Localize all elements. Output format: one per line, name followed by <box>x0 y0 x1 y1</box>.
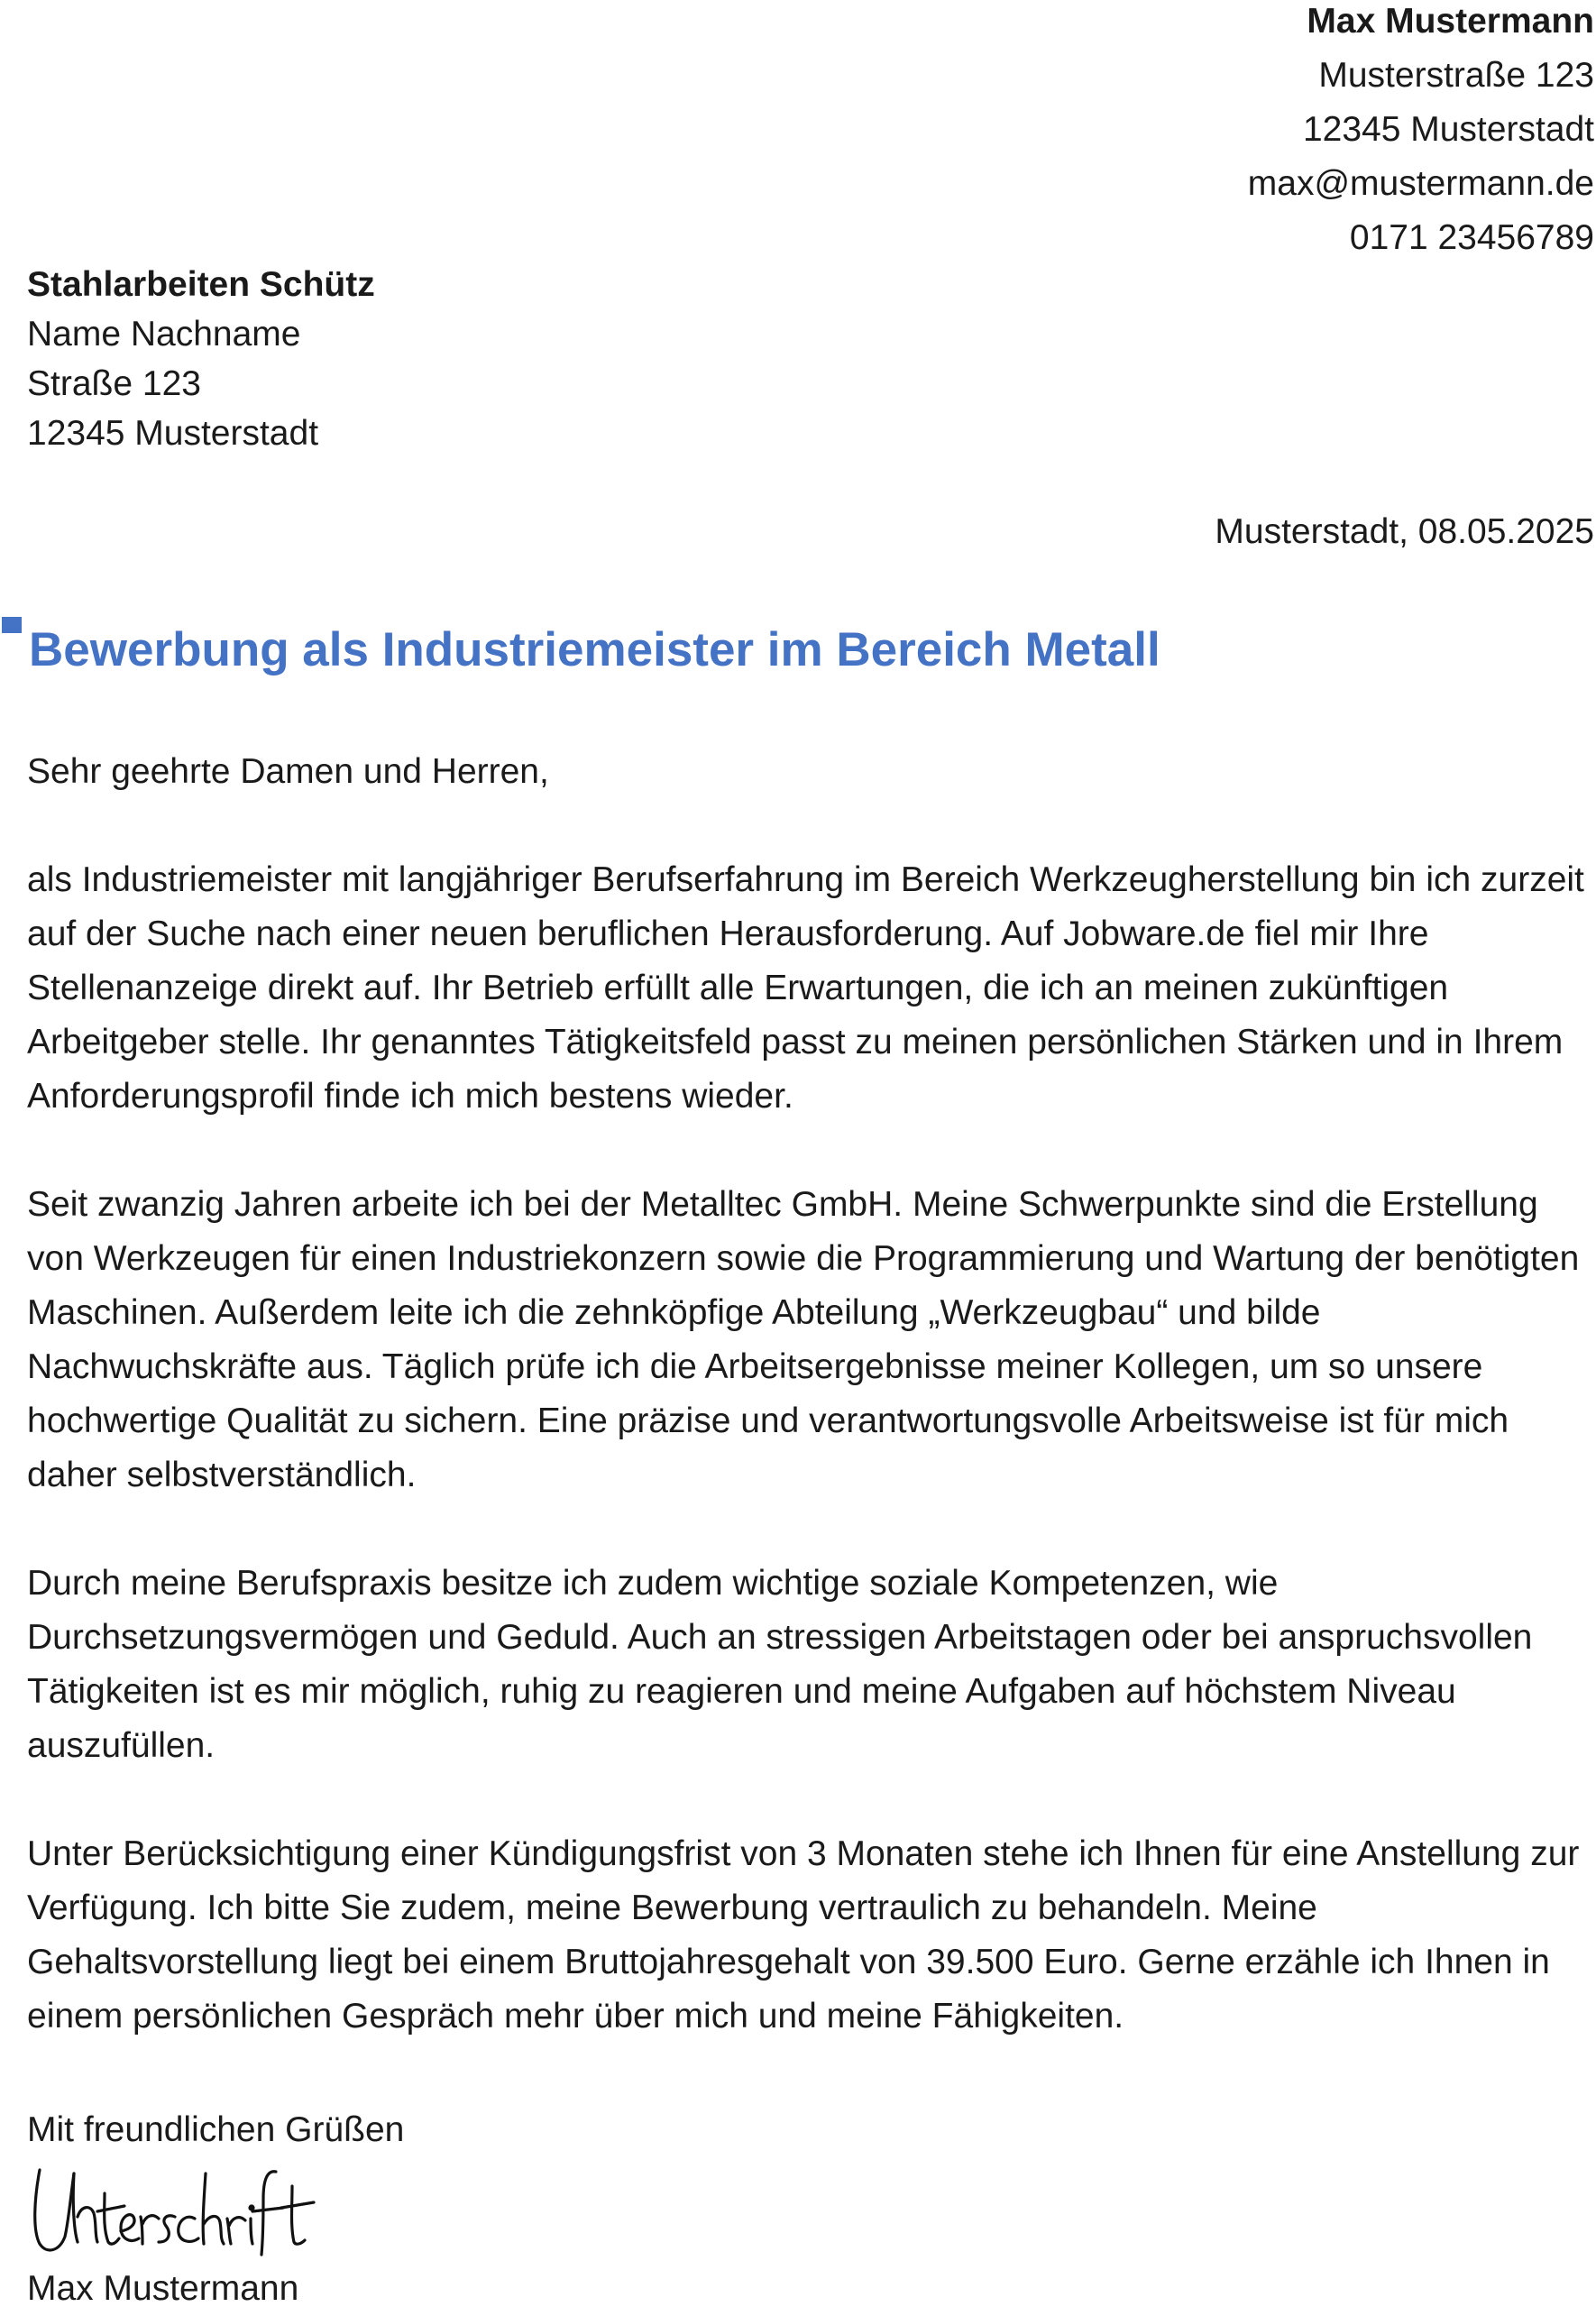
recipient-street: Straße 123 <box>27 364 201 403</box>
body-paragraph: Unter Berücksichtigung einer Kündigungsfrist von 3 Monaten stehe ich Ihnen für eine Anstellung zur Verfügung. Ich bitte Sie zudem, meine Bewerbung vertraulich zu behandeln. Meine Gehaltsvorstellung liegt bei einem Bruttojahresgehalt von 39.500 Euro. Gerne erzähle ich Ihnen in einem persönlichen Gespräch mehr über mich und meine Fähigkeiten. <box>27 1834 1580 2036</box>
body-paragraph: als Industriemeister mit langjähriger Berufserfahrung im Bereich Werkzeugherstellung bin ich zurzeit auf der Suche nach einer neuen beruflichen Herausforderung. Auf Jobware.de fiel mir Ihre Stellenanzeige direkt auf. Ihr Betrieb erfüllt alle Erwartungen, die ich an meinen zukünftigen Arbeitgeber stelle. Ihr genanntes Tätigkeitsfeld passt zu meinen persönlichen Stärken und in Ihrem Anforderungsprofil finde ich mich bestens wieder. <box>27 860 1584 1116</box>
body-paragraph: Seit zwanzig Jahren arbeite ich bei der Metalltec GmbH. Meine Schwerpunkte sind die Erstellung von Werkzeugen für einen Industriekonzern sowie die Programmierung und Wartung der benötigten Maschinen. Außerdem leite ich die zehnköpfige Abteilung „Werkzeugbau“ und bilde Nachwuchskräfte aus. Täglich prüfe ich die Arbeitsergebnisse meiner Kollegen, um so unsere hochwertige Qualität zu sichern. Eine präzise und verantwortungsvolle Arbeitsweise ist für mich daher selbstverständlich. <box>27 1185 1580 1494</box>
recipient-city: 12345 Musterstadt <box>27 414 319 453</box>
letter-date: Musterstadt, 08.05.2025 <box>1215 512 1594 551</box>
salutation: Sehr geehrte Damen und Herren, <box>27 752 549 791</box>
body-paragraph: Durch meine Berufspraxis besitze ich zudem wichtige soziale Kompetenzen, wie Durchsetzungsvermögen und Geduld. Auch an stressigen Arbeitstagen oder bei anspruchsvollen Tätigkeiten ist es mir möglich, ruhig zu reagieren und meine Aufgaben auf höchstem Niveau auszufüllen. <box>27 1564 1533 1765</box>
letter-subject: Bewerbung als Industriemeister im Bereich Metall <box>29 623 1160 676</box>
sender-city: 12345 Musterstadt <box>1302 110 1594 149</box>
closing-phrase: Mit freundlichen Grüßen <box>27 2110 405 2149</box>
recipient-company: Stahlarbeiten Schütz <box>27 265 375 304</box>
recipient-contact: Name Nachname <box>27 315 301 354</box>
sender-address <box>1248 0 1594 265</box>
sender-email: max@mustermann.de <box>1247 164 1594 203</box>
sender-phone: 0171 23456789 <box>1349 218 1594 257</box>
letter-body <box>27 853 1596 2044</box>
handwritten-signature <box>27 2154 334 2262</box>
signer-name: Max Mustermann <box>27 2269 299 2308</box>
heading-marker <box>2 617 22 633</box>
recipient-address <box>27 260 375 458</box>
sender-street: Musterstraße 123 <box>1318 56 1594 95</box>
sender-name: Max Mustermann <box>1307 2 1594 41</box>
